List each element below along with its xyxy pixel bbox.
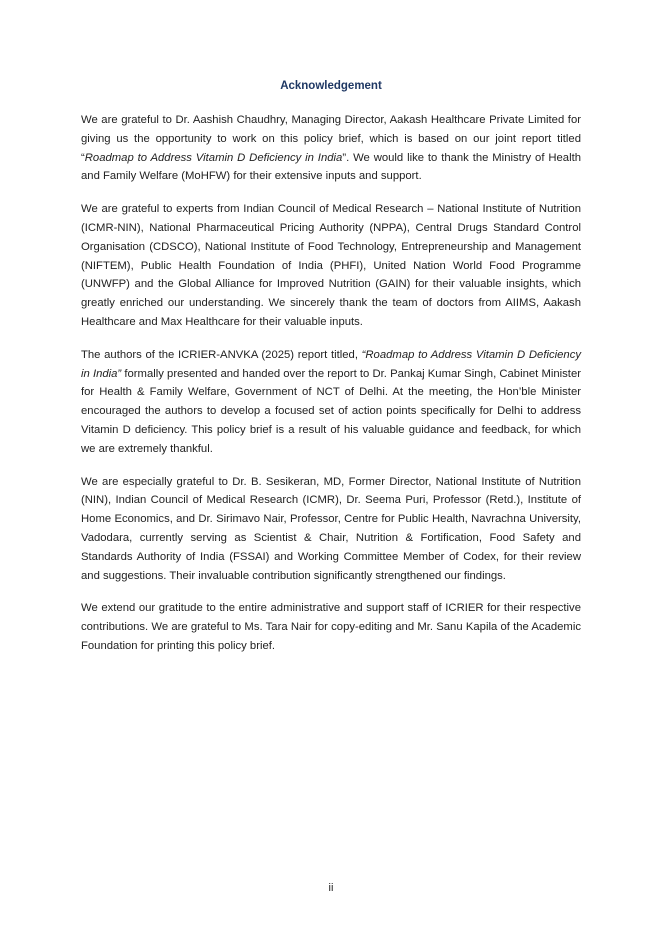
paragraph-1 bbox=[81, 111, 581, 186]
paragraph-3-text-c: formally presented and handed over the report to Dr. Pankaj Kumar Singh, Cabinet Minister for Health & Family Welfare, Government of NCT of Delhi. At the meeting, the Hon’ble Minister encouraged the authors to develop a focused set of action points specifically for Delhi to address Vitamin D deficiency. This policy brief is a result of his valuable guidance and feedback, for which we are extremely thankful. bbox=[81, 367, 581, 455]
paragraph-1-text-a: We are grateful to Dr. Aashish Chaudhry, Managing Director, Aakash Healthcare Private Limited for giving us the opportunity to work on this policy brief, which is based on our joint report titled “ bbox=[81, 114, 581, 164]
paragraph-4: We are especially grateful to Dr. B. Sesikeran, MD, Former Director, National Institute of Nutrition (NIN), Indian Council of Medical Research (ICMR), Dr. Seema Puri, Professor (Retd.), Institute of Home Economics, and Dr. Sirimavo Nair, Professor, Centre for Public Health, Navrachna University, Vadodara, currently serving as Scientist & Chair, Nutrition & Fortification, Food Safety and Standards Authority of India (FSSAI) and Working Committee Member of Codex, for their review and suggestions. Their invaluable contribution significantly strengthened our findings. bbox=[81, 475, 581, 582]
page-title: Acknowledgement bbox=[280, 80, 382, 92]
paragraph-3-report-title: “Roadmap to Address Vitamin D Deficiency in India” bbox=[81, 348, 581, 380]
paragraph-2: We are grateful to experts from Indian Council of Medical Research – National Institute of Nutrition (ICMR-NIN), National Pharmaceutical Pricing Authority (NPPA), Central Drugs Standard Control Organisation (CDSCO), National Institute of Food Technology, Entrepreneurship and Management (NIFTEM), Public Health Foundation of India (PHFI), United Nation World Food Programme (UNWFP) and the Global Alliance for Improved Nutrition (GAIN) for their valuable insights, which greatly enriched our understanding. We sincerely thank the team of doctors from AIIMS, Aakash Healthcare and Max Healthcare for their valuable inputs. bbox=[81, 203, 581, 328]
paragraph-5: We extend our gratitude to the entire administrative and support staff of ICRIER for their respective contributions. We are grateful to Ms. Tara Nair for copy-editing and Mr. Sanu Kapila of the Academic Foundation for printing this policy brief. bbox=[81, 602, 581, 652]
paragraph-1-report-title: Roadmap to Address Vitamin D Deficiency in India bbox=[84, 151, 343, 164]
paragraph-3 bbox=[81, 346, 581, 459]
acknowledgement-body bbox=[81, 111, 581, 670]
page-number: ii bbox=[328, 882, 334, 894]
paragraph-3-text-a: The authors of the ICRIER-ANVKA (2025) report titled, bbox=[81, 348, 362, 361]
paragraph-1-text-c: ”. We would like to thank the Ministry of Health and Family Welfare (MoHFW) for their extensive inputs and support. bbox=[81, 151, 582, 183]
